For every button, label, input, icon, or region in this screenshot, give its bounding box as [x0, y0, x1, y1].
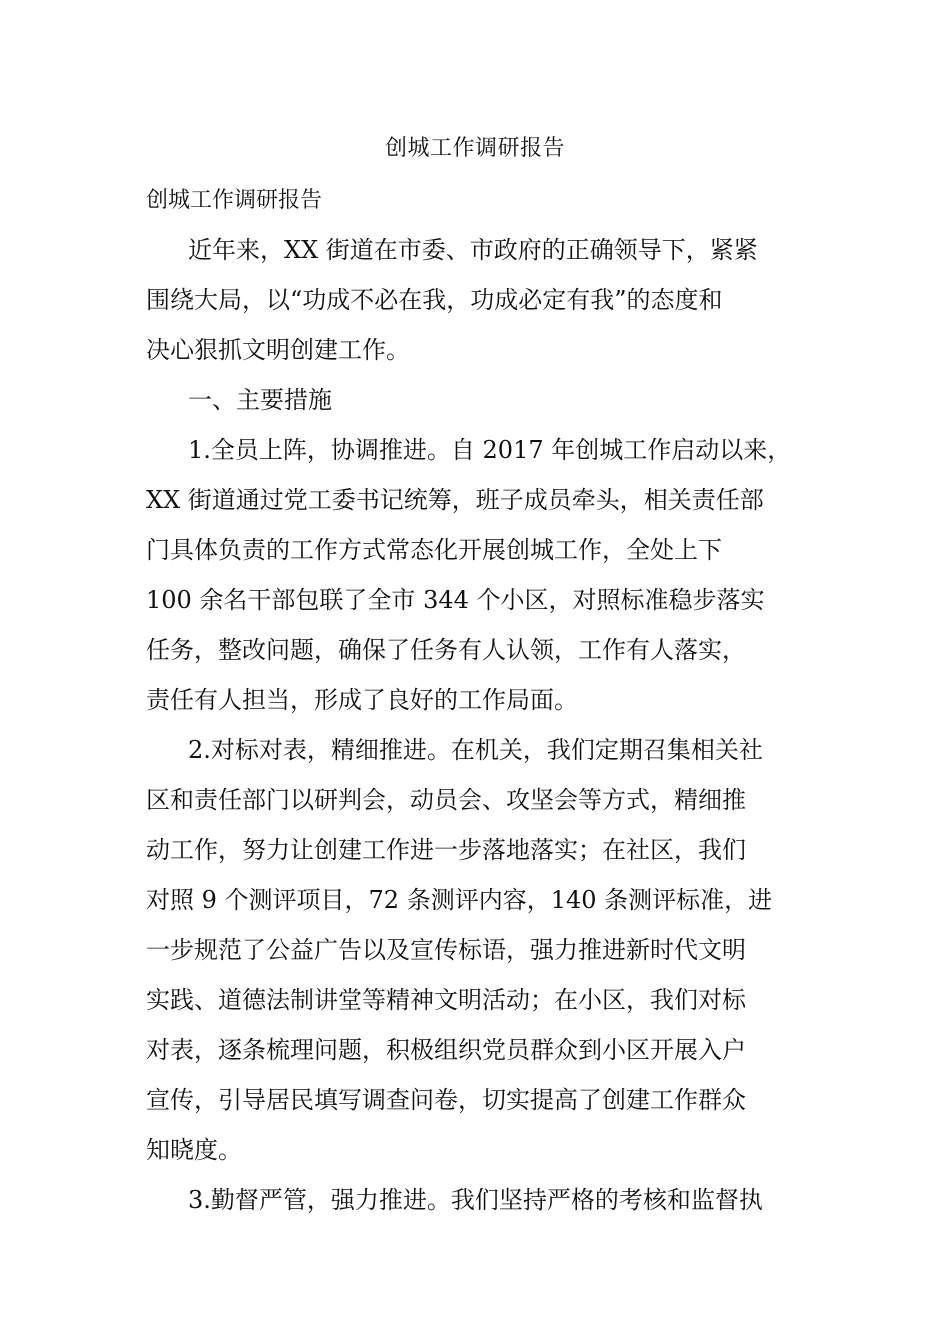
paragraph-1-line-5: 任务，整改问题，确保了任务有人认领，工作有人落实， — [146, 636, 746, 664]
paragraph-intro-line-2: 围绕大局，以“功成不必在我，功成必定有我”的态度和 — [146, 286, 723, 314]
paragraph-intro-line-3: 决心狠抓文明创建工作。 — [146, 336, 410, 364]
paragraph-2-line-4: 对照 9 个测评项目，72 条测评内容，140 条测评标准，进 — [146, 886, 773, 914]
paragraph-2-line-7: 对表，逐条梳理问题，积极组织党员群众到小区开展入户 — [146, 1036, 746, 1064]
document-subtitle: 创城工作调研报告 — [146, 188, 323, 213]
section-heading-measures: 一、主要措施 — [188, 386, 332, 414]
paragraph-2-line-9: 知晓度。 — [146, 1136, 242, 1164]
paragraph-2-line-8: 宣传，引导居民填写调查问卷，切实提高了创建工作群众 — [146, 1086, 746, 1114]
paragraph-1-line-2: XX 街道通过党工委书记统筹，班子成员牵头，相关责任部 — [146, 486, 764, 514]
paragraph-2-line-1: 2.对标对表，精细推进。在机关，我们定期召集相关社 — [188, 736, 763, 764]
paragraph-1-line-3: 门具体负责的工作方式常态化开展创城工作，全处上下 — [146, 536, 722, 564]
paragraph-intro-line-1: 近年来，XX 街道在市委、市政府的正确领导下，紧紧 — [188, 236, 758, 264]
document-title: 创城工作调研报告 — [384, 136, 565, 161]
paragraph-1-line-6: 责任有人担当，形成了良好的工作局面。 — [146, 686, 578, 714]
paragraph-2-line-3: 动工作，努力让创建工作进一步落地落实；在社区，我们 — [146, 836, 746, 864]
paragraph-2-line-6: 实践、道德法制讲堂等精神文明活动；在小区，我们对标 — [146, 986, 746, 1014]
paragraph-1-line-1: 1.全员上阵，协调推进。自 2017 年创城工作启动以来， — [188, 436, 792, 464]
paragraph-3-line-1: 3.勤督严管，强力推进。我们坚持严格的考核和监督执 — [188, 1186, 763, 1214]
paragraph-2-line-5: 一步规范了公益广告以及宣传标语，强力推进新时代文明 — [146, 936, 746, 964]
paragraph-2-line-2: 区和责任部门以研判会，动员会、攻坚会等方式，精细推 — [146, 786, 746, 814]
paragraph-1-line-4: 100 余名干部包联了全市 344 个小区，对照标准稳步落实 — [146, 586, 765, 614]
